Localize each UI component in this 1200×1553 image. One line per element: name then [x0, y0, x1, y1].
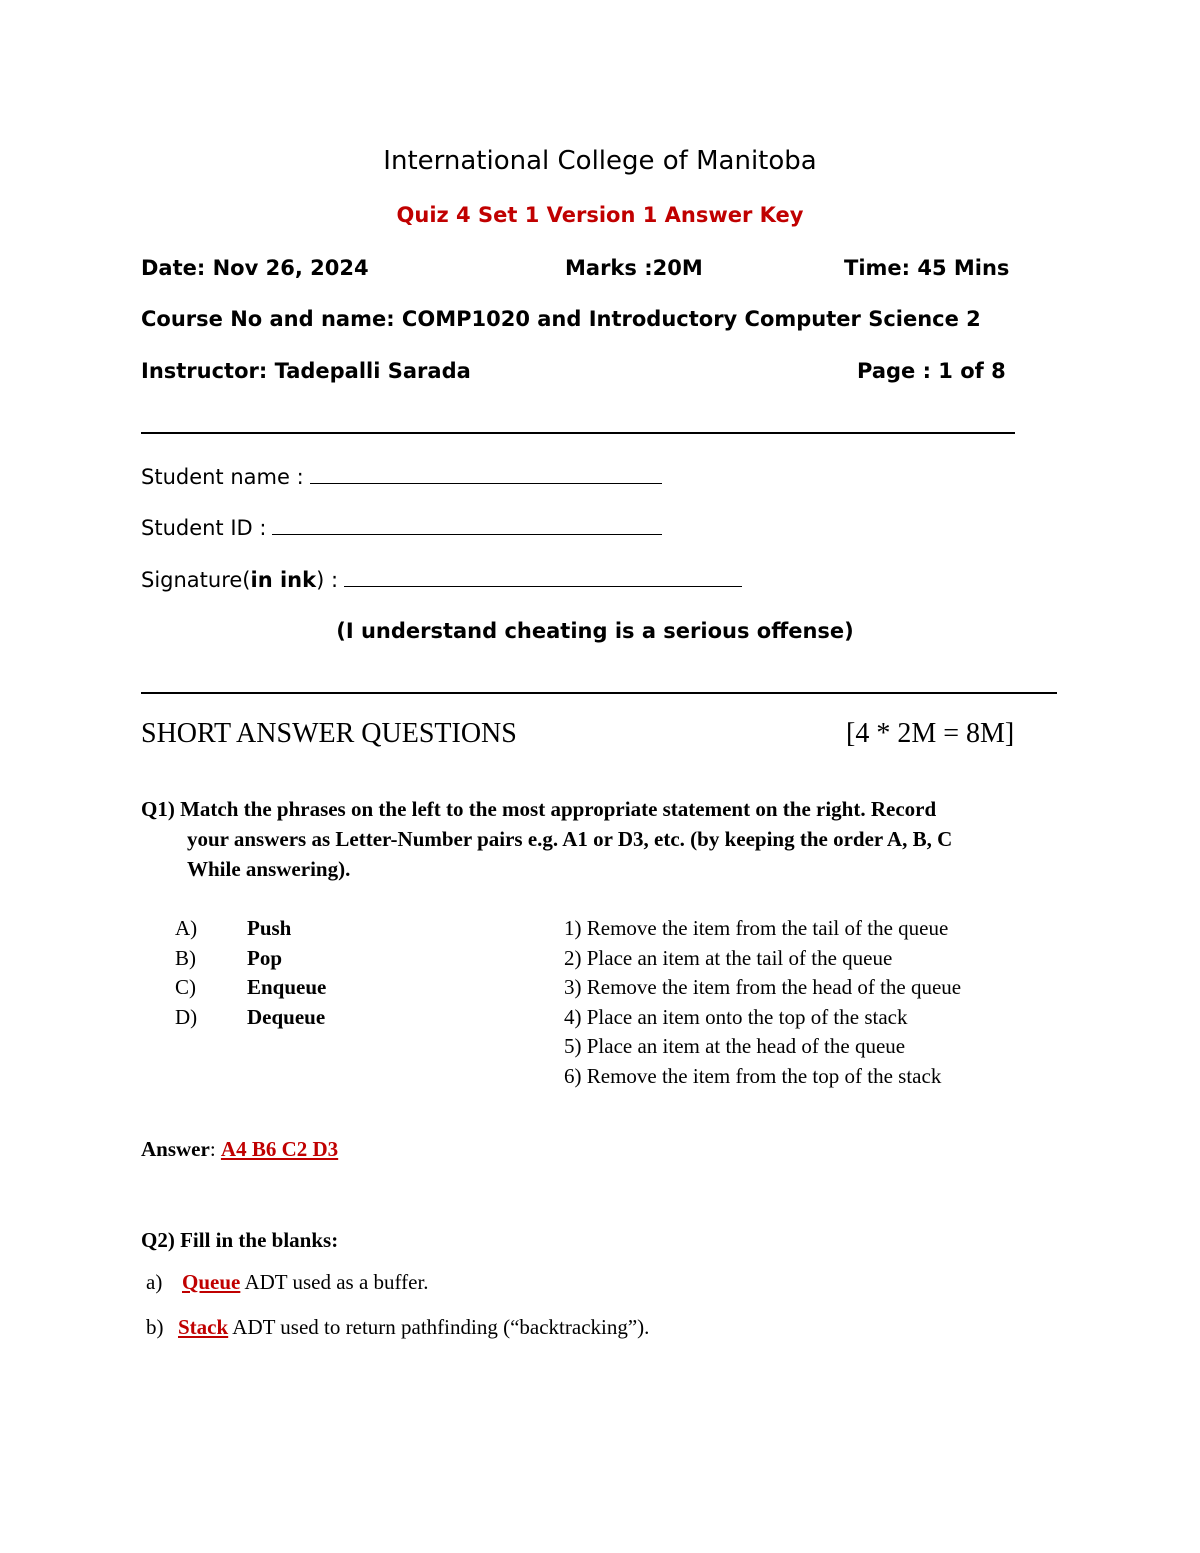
q2-item-answer: Queue: [182, 1270, 241, 1294]
signature-field: [141, 566, 742, 592]
signature-blank[interactable]: [344, 566, 742, 587]
q1-line-2: your answers as Letter-Number pairs e.g. A1 or D3, etc. (by keeping the order A, B, C: [187, 827, 953, 851]
student-name-blank[interactable]: [310, 463, 662, 484]
student-name-field: [141, 463, 662, 489]
honesty-statement: (I understand cheating is a serious offense): [336, 619, 854, 643]
q2-item-a: [146, 1270, 429, 1295]
q1-answer: Answer: A4 B6 C2 D3: [141, 1137, 339, 1161]
student-id-blank[interactable]: [272, 514, 662, 535]
quiz-date: Date: Nov 26, 2024: [141, 256, 369, 280]
q1-statement-5: 5) Place an item at the head of the queue: [564, 1034, 906, 1058]
q1-line-3: While answering).: [187, 857, 351, 881]
q1-term-letter: A): [175, 916, 198, 940]
q1-term-a: [175, 914, 291, 944]
q1-answer-value: A4 B6 C2 D3: [220, 1137, 339, 1161]
q1-statement-4: 4) Place an item onto the top of the stack: [564, 1004, 908, 1029]
q1-term-name: Push: [247, 916, 292, 940]
q1-term-name: Enqueue: [247, 975, 327, 999]
page-number: Page : 1 of 8: [857, 359, 1006, 383]
q1-term-letter: D): [175, 1004, 198, 1029]
instructor: Instructor: Tadepalli Sarada: [141, 359, 471, 383]
student-id-field: [141, 514, 662, 540]
q2-title: Q2) Fill in the blanks:: [141, 1228, 339, 1252]
college-title: International College of Manitoba: [383, 146, 817, 176]
course-info: Course No and name: COMP1020 and Introductory Computer Science 2: [141, 307, 981, 331]
student-id-label: Student ID :: [141, 516, 267, 540]
quiz-marks: Marks :20M: [565, 256, 703, 280]
q2-item-text: ADT used to return pathfinding (“backtracking”).: [232, 1315, 650, 1339]
q1-answer-label: Answer: [141, 1137, 210, 1161]
q2-item-text: ADT used as a buffer.: [244, 1270, 429, 1294]
q2-item-b: [146, 1315, 649, 1340]
signature-label-prefix: Signature(: [141, 568, 251, 592]
q1-statement-1: 1) Remove the item from the tail of the queue: [564, 916, 949, 940]
q2-item-answer: Stack: [178, 1315, 229, 1339]
q1-term-name: Dequeue: [247, 1004, 326, 1029]
quiz-title: Quiz 4 Set 1 Version 1 Answer Key: [396, 203, 804, 227]
section-marks: [4 * 2M = 8M]: [846, 718, 1015, 749]
q1-line-1: Q1) Match the phrases on the left to the most appropriate statement on the right. Record: [141, 797, 937, 821]
q1-statement-6: 6) Remove the item from the top of the stack: [564, 1063, 942, 1088]
section-title: SHORT ANSWER QUESTIONS: [141, 718, 517, 749]
signature-label-bold: in ink: [250, 568, 317, 592]
signature-label-suffix: ) :: [316, 568, 339, 592]
q1-term-d: [175, 1003, 325, 1033]
q1-term-b: [175, 944, 282, 974]
quiz-time: Time: 45 Mins: [844, 256, 1010, 280]
q1-term-letter: B): [175, 945, 196, 970]
q2-item-marker: b): [146, 1315, 164, 1339]
q1-term-name: Pop: [247, 945, 283, 970]
q1-statement-2: 2) Place an item at the tail of the queue: [564, 945, 893, 970]
student-name-label: Student name :: [141, 465, 304, 489]
q1-statement-3: 3) Remove the item from the head of the queue: [564, 975, 962, 999]
header-divider: [141, 432, 1015, 434]
section-divider: [141, 692, 1057, 694]
q2-item-marker: a): [146, 1270, 163, 1294]
q1-term-letter: C): [175, 975, 196, 999]
q1-term-c: [175, 973, 326, 1003]
